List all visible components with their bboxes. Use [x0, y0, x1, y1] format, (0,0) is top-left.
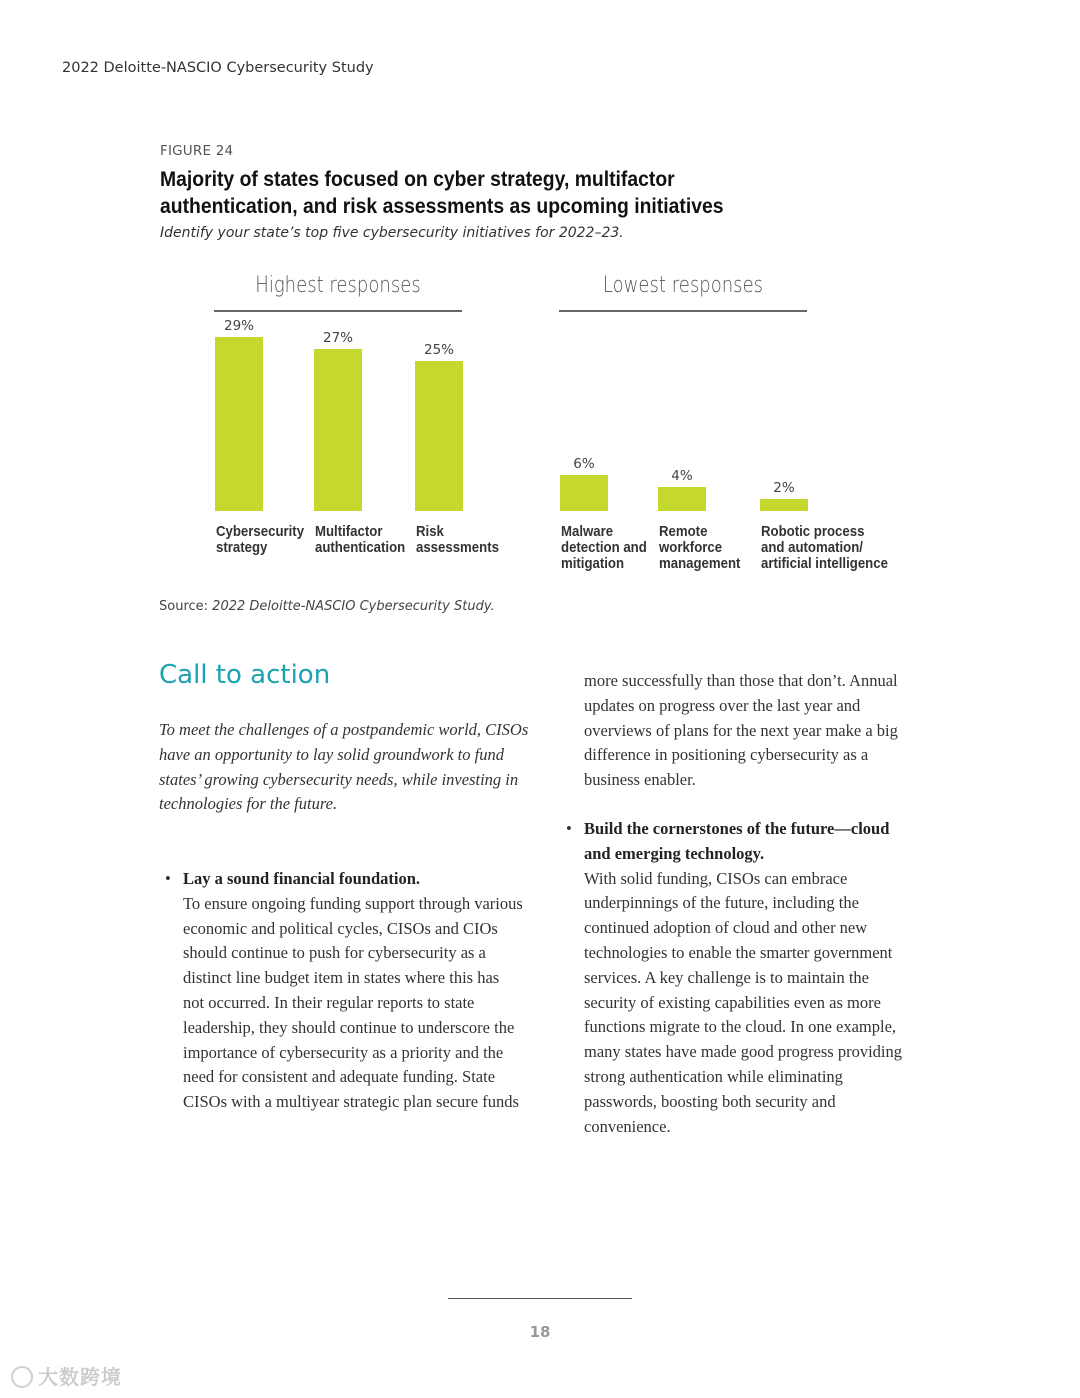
- bar-1-2: [760, 499, 808, 511]
- bullet-financial-foundation-body: To ensure ongoing funding support through various economic and political cycles, CISOs and CIOs should continue to push for cybersecurity as a distinct line budget item in states where this has not occurred. In their regular reports to state leadership, they should continue to underscore the importance of cybersecurity as a priority and the need for consistent and adequate funding. State CISOs with a multiyear strategic plan secure funds: [183, 893, 523, 1112]
- bar-0-2: [415, 361, 463, 511]
- bullet-dot-icon: •: [566, 819, 572, 838]
- group-title-highest: Highest responses: [255, 273, 421, 298]
- running-head: 2022 Deloitte-NASCIO Cybersecurity Study: [62, 60, 374, 76]
- bar-category-label: Malware detection and mitigation: [561, 523, 647, 572]
- bar-value-label: 2%: [773, 480, 795, 496]
- figure-subtitle: Identify your state’s top five cybersecurity initiatives for 2022–23.: [160, 225, 624, 241]
- bar-category-label: Remote workforce management: [659, 523, 741, 572]
- svg-text:大数跨境: 大数跨境: [38, 1365, 122, 1389]
- cta-intro: To meet the challenges of a postpandemic world, CISOs have an opportunity to lay solid groundwork to fund states’ growing cybersecurity needs, while investing in technologies for the future.: [159, 720, 529, 814]
- bar-category-label: Multifactor authentication: [315, 523, 406, 556]
- source-prefix: Source:: [159, 599, 213, 614]
- bullet-dot-icon: •: [165, 869, 171, 888]
- bar-1-0: [560, 475, 608, 511]
- page-number: 18: [529, 1323, 551, 1341]
- bar-value-label: 4%: [671, 468, 693, 484]
- figure-title: Majority of states focused on cyber strategy, multifactor authentication, and risk assessments as upcoming initiatives: [160, 167, 724, 218]
- bar-category-label: Robotic process and automation/ artificial intelligence: [761, 523, 888, 572]
- bar-value-label: 25%: [423, 342, 454, 358]
- group-rule-highest: [214, 310, 462, 312]
- source-note: [159, 599, 495, 614]
- figure-label: FIGURE 24: [160, 143, 234, 159]
- bar-value-label: 6%: [573, 456, 595, 472]
- bar-value-label: 27%: [322, 330, 353, 346]
- bar-category-label: Risk assessments: [416, 523, 499, 556]
- bar-0-1: [314, 349, 362, 511]
- bar-0-0: [215, 337, 263, 511]
- bar-value-label: 29%: [223, 318, 254, 334]
- bar-category-label: Cybersecurity strategy: [216, 523, 305, 556]
- bar-1-1: [658, 487, 706, 511]
- bullet-cornerstones-future-head: Build the cornerstones of the future—cloud and emerging technology.: [584, 819, 890, 863]
- bullet-cornerstones-future-body: With solid funding, CISOs can embrace underpinnings of the future, including the continued adoption of cloud and other new technologies to enable the smarter government services. A key challenge is to maintain the security of existing capabilities even as more functions migrate to the cloud. In one example, many states have made good progress providing strong authentication while eliminating passwords, boosting both security and convenience.: [584, 868, 903, 1136]
- call-to-action-heading: Call to action: [159, 660, 331, 690]
- bullet-financial-foundation: [165, 867, 523, 1115]
- group-title-lowest: Lowest responses: [602, 273, 764, 298]
- source-title: 2022 Deloitte-NASCIO Cybersecurity Study.: [212, 599, 495, 614]
- bullet-financial-foundation-head: Lay a sound financial foundation.: [183, 869, 421, 888]
- column2-continuation: more successfully than those that don’t. Annual updates on progress over the last year and overviews of plans for the next year make a big difference in positioning cybersecurity as a business enabler.: [584, 671, 898, 790]
- footer-rule: [448, 1298, 632, 1299]
- group-rule-lowest: [559, 310, 807, 312]
- watermark-logo: [8, 1362, 148, 1397]
- bullet-cornerstones-future: [566, 817, 914, 1139]
